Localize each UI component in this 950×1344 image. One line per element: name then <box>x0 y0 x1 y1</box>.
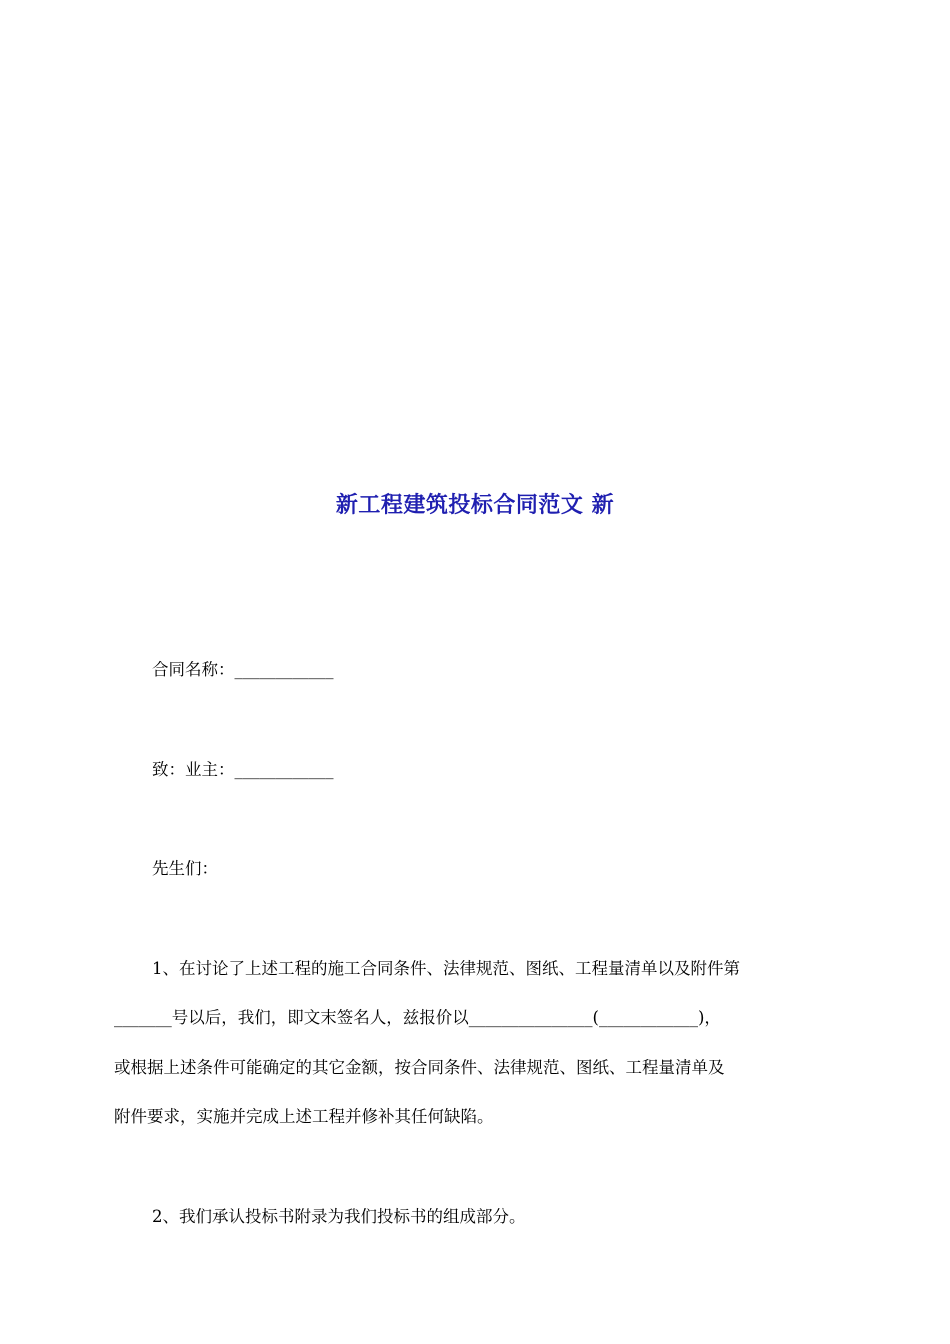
contract-name-blank: ____________ <box>234 660 334 679</box>
clause2: 2、我们承认投标书附录为我们投标书的组成部分。 <box>152 1207 526 1226</box>
clause1-paren-close: )， <box>697 1008 721 1027</box>
clause1-line2-text: 号以后，我们，即文末签名人，兹报价以 <box>171 1008 469 1027</box>
clause1-blank-amount-words: ____________ <box>598 1008 698 1027</box>
greeting: 先生们： <box>152 859 218 878</box>
contract-name-line <box>152 660 334 680</box>
recipient-blank: ____________ <box>234 760 334 779</box>
document-title: 新工程建筑投标合同范文 新 <box>335 493 615 518</box>
clause1-line2 <box>114 1008 721 1028</box>
clause1-line3: 或根据上述条件可能确定的其它金额，按合同条件、法律规范、图纸、工程量清单及 <box>114 1058 725 1077</box>
clause1-blank-number: _______ <box>114 1008 172 1027</box>
clause1-line1: 1、在讨论了上述工程的施工合同条件、法律规范、图纸、工程量清单以及附件第 <box>152 959 740 978</box>
clause1-paren-open: ( <box>592 1008 599 1027</box>
clause1-blank-amount: _______________ <box>468 1008 593 1027</box>
recipient-line <box>152 760 334 780</box>
clause1-line4: 附件要求，实施并完成上述工程并修补其任何缺陷。 <box>114 1107 494 1126</box>
contract-name-label: 合同名称： <box>152 660 235 679</box>
recipient-label: 致：业主： <box>152 760 235 779</box>
